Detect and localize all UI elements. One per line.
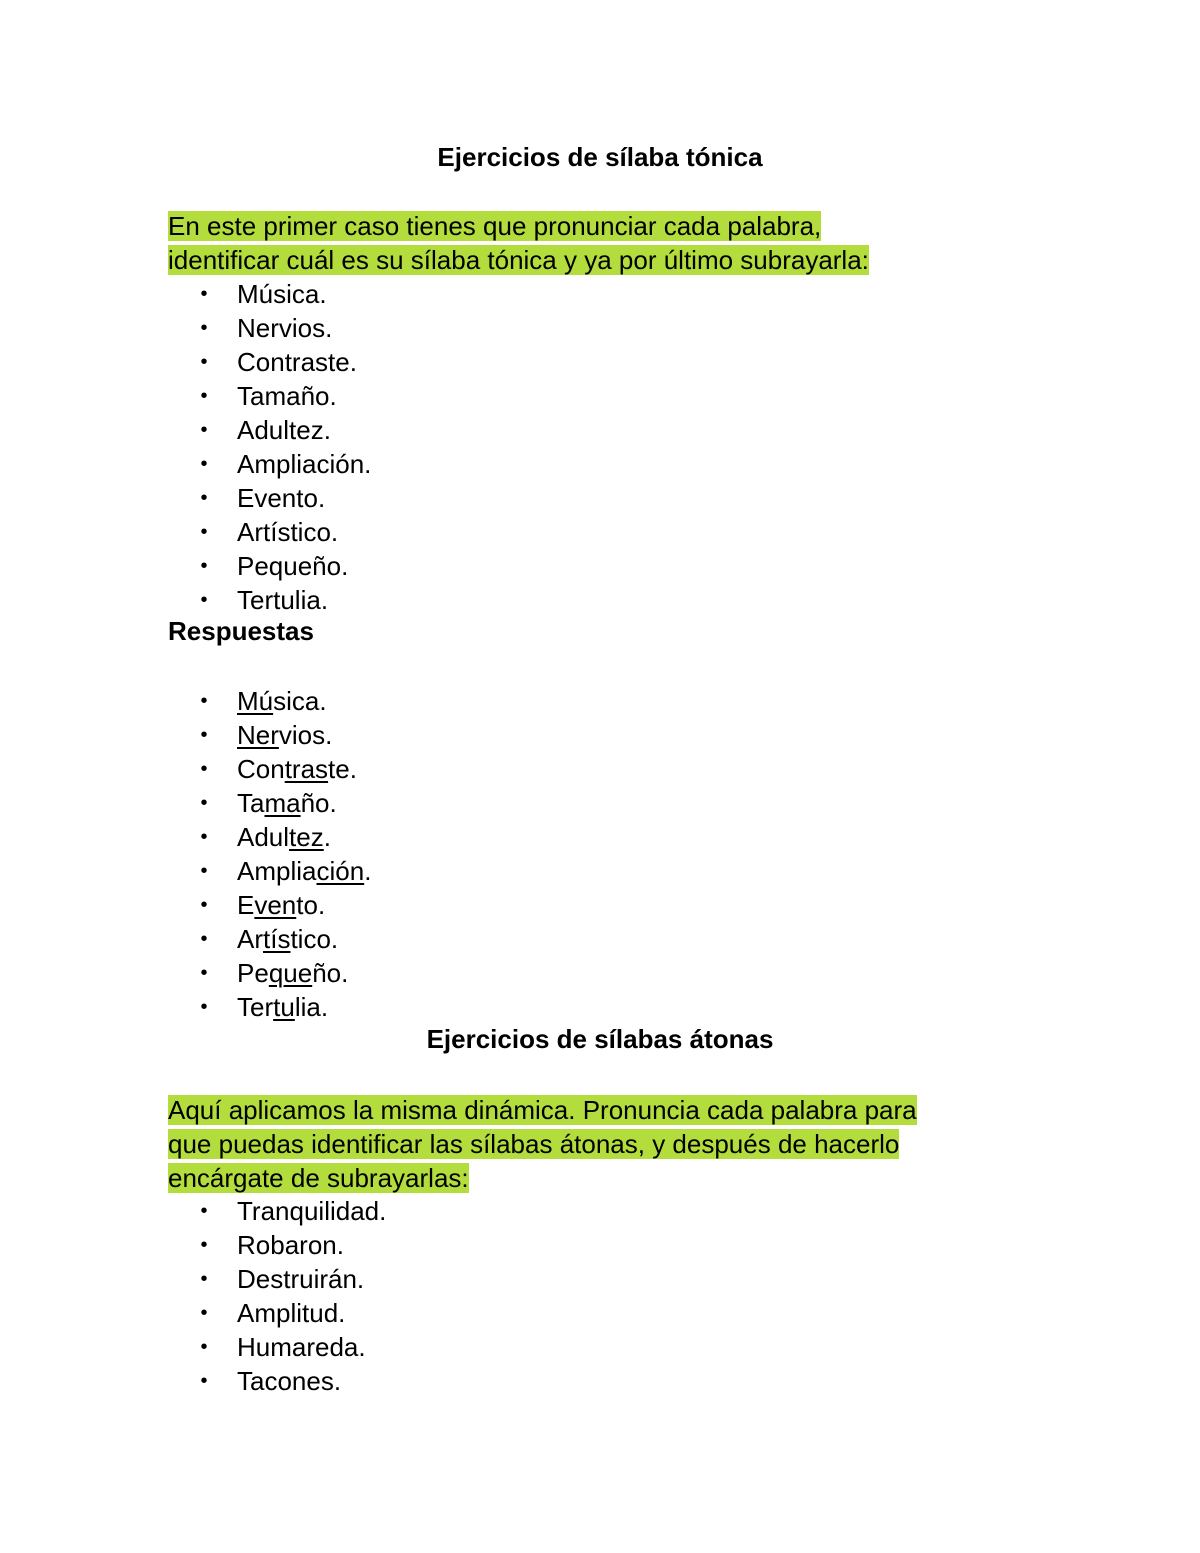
section1-instructions bbox=[168, 209, 869, 277]
section1-title: Ejercicios de sílaba tónica bbox=[437, 142, 763, 172]
bullet-icon: • bbox=[200, 317, 208, 339]
answers-title: Respuestas bbox=[168, 616, 314, 646]
bullet-icon: • bbox=[200, 690, 208, 712]
bullet-icon: • bbox=[200, 589, 208, 611]
bullet-icon: • bbox=[200, 792, 208, 814]
answer-pre: Pe bbox=[237, 958, 269, 988]
list-item bbox=[198, 345, 371, 379]
answer-pre: Adul bbox=[237, 822, 290, 852]
answer-pre: Ar bbox=[237, 924, 263, 954]
stressed-syllable: ción bbox=[316, 856, 365, 886]
word: Evento. bbox=[237, 483, 326, 513]
word: Adultez. bbox=[237, 415, 331, 445]
answer-item bbox=[198, 684, 371, 718]
list-item bbox=[198, 1194, 386, 1228]
answers-list bbox=[198, 684, 371, 1024]
bullet-icon: • bbox=[200, 758, 208, 780]
answer-item bbox=[198, 820, 371, 854]
word: Ampliación. bbox=[237, 449, 372, 479]
bullet-icon: • bbox=[200, 487, 208, 509]
bullet-icon: • bbox=[200, 928, 208, 950]
stressed-syllable: tu bbox=[273, 992, 295, 1022]
bullet-icon: • bbox=[200, 724, 208, 746]
bullet-icon: • bbox=[200, 351, 208, 373]
word: Artístico. bbox=[237, 517, 339, 547]
list-item bbox=[198, 481, 371, 515]
answer-item bbox=[198, 990, 371, 1024]
instruction-line-1: Aquí aplicamos la misma dinámica. Pronuncia cada palabra para bbox=[168, 1095, 917, 1125]
word: Amplitud. bbox=[237, 1298, 346, 1328]
stressed-syllable: tís bbox=[263, 924, 291, 954]
section2-instructions bbox=[168, 1093, 917, 1195]
bullet-icon: • bbox=[200, 826, 208, 848]
answer-item bbox=[198, 752, 371, 786]
bullet-icon: • bbox=[200, 385, 208, 407]
word: Música. bbox=[237, 279, 327, 309]
answer-pre: E bbox=[237, 890, 255, 920]
list-item bbox=[198, 277, 371, 311]
stressed-syllable: ven bbox=[254, 890, 297, 920]
list-item bbox=[198, 1228, 386, 1262]
word: Humareda. bbox=[237, 1332, 366, 1362]
bullet-icon: • bbox=[200, 283, 208, 305]
word: Contraste. bbox=[237, 347, 357, 377]
bullet-icon: • bbox=[200, 419, 208, 441]
answer-item bbox=[198, 854, 371, 888]
bullet-icon: • bbox=[200, 860, 208, 882]
stressed-syllable: Ner bbox=[237, 720, 279, 750]
answer-post: te. bbox=[328, 754, 357, 784]
answer-post: tico. bbox=[290, 924, 339, 954]
section2-word-list bbox=[198, 1194, 386, 1398]
answer-pre: Ter bbox=[237, 992, 274, 1022]
bullet-icon: • bbox=[200, 521, 208, 543]
stressed-syllable: tras bbox=[284, 754, 329, 784]
list-item bbox=[198, 379, 371, 413]
instruction-line-3: encárgate de subrayarlas: bbox=[168, 1163, 469, 1193]
bullet-icon: • bbox=[200, 1370, 208, 1392]
list-item bbox=[198, 447, 371, 481]
word: Tamaño. bbox=[237, 381, 337, 411]
word: Robaron. bbox=[237, 1230, 344, 1260]
answer-post: ño. bbox=[312, 958, 349, 988]
instruction-line-2: identificar cuál es su sílaba tónica y ya por último subrayarla: bbox=[168, 245, 869, 275]
section2-title: Ejercicios de sílabas átonas bbox=[426, 1024, 774, 1054]
bullet-icon: • bbox=[200, 962, 208, 984]
stressed-syllable: Mú bbox=[237, 686, 274, 716]
answer-post: . bbox=[323, 822, 331, 852]
stressed-syllable: ma bbox=[264, 788, 301, 818]
word: Nervios. bbox=[237, 313, 333, 343]
answer-post: ño. bbox=[300, 788, 337, 818]
bullet-icon: • bbox=[200, 1268, 208, 1290]
list-item bbox=[198, 311, 371, 345]
bullet-icon: • bbox=[200, 996, 208, 1018]
word: Pequeño. bbox=[237, 551, 349, 581]
word: Tranquilidad. bbox=[237, 1196, 387, 1226]
answer-item bbox=[198, 718, 371, 752]
bullet-icon: • bbox=[200, 1234, 208, 1256]
word: Tertulia. bbox=[237, 585, 329, 615]
list-item bbox=[198, 549, 371, 583]
bullet-icon: • bbox=[200, 555, 208, 577]
list-item bbox=[198, 1330, 386, 1364]
bullet-icon: • bbox=[200, 1302, 208, 1324]
instruction-line-2: que puedas identificar las sílabas átonas, y después de hacerlo bbox=[168, 1129, 900, 1159]
list-item bbox=[198, 1364, 386, 1398]
bullet-icon: • bbox=[200, 1336, 208, 1358]
section1-word-list bbox=[198, 277, 371, 617]
answer-item bbox=[198, 786, 371, 820]
answer-post: lia. bbox=[294, 992, 329, 1022]
answer-item bbox=[198, 922, 371, 956]
word: Tacones. bbox=[237, 1366, 342, 1396]
stressed-syllable: tez bbox=[289, 822, 324, 852]
list-item bbox=[198, 1262, 386, 1296]
answer-item bbox=[198, 956, 371, 990]
bullet-icon: • bbox=[200, 1200, 208, 1222]
bullet-icon: • bbox=[200, 894, 208, 916]
answer-post: vios. bbox=[278, 720, 333, 750]
answer-pre: Con bbox=[237, 754, 285, 784]
answer-pre: Amplia bbox=[237, 856, 317, 886]
answer-post: sica. bbox=[273, 686, 327, 716]
stressed-syllable: que bbox=[268, 958, 313, 988]
answer-post: . bbox=[364, 856, 372, 886]
answer-post: to. bbox=[296, 890, 326, 920]
answer-item bbox=[198, 888, 371, 922]
word: Destruirán. bbox=[237, 1264, 365, 1294]
answer-pre: Ta bbox=[237, 788, 265, 818]
instruction-line-1: En este primer caso tienes que pronunciar cada palabra, bbox=[168, 211, 822, 241]
list-item bbox=[198, 1296, 386, 1330]
list-item bbox=[198, 515, 371, 549]
list-item bbox=[198, 583, 371, 617]
bullet-icon: • bbox=[200, 453, 208, 475]
list-item bbox=[198, 413, 371, 447]
